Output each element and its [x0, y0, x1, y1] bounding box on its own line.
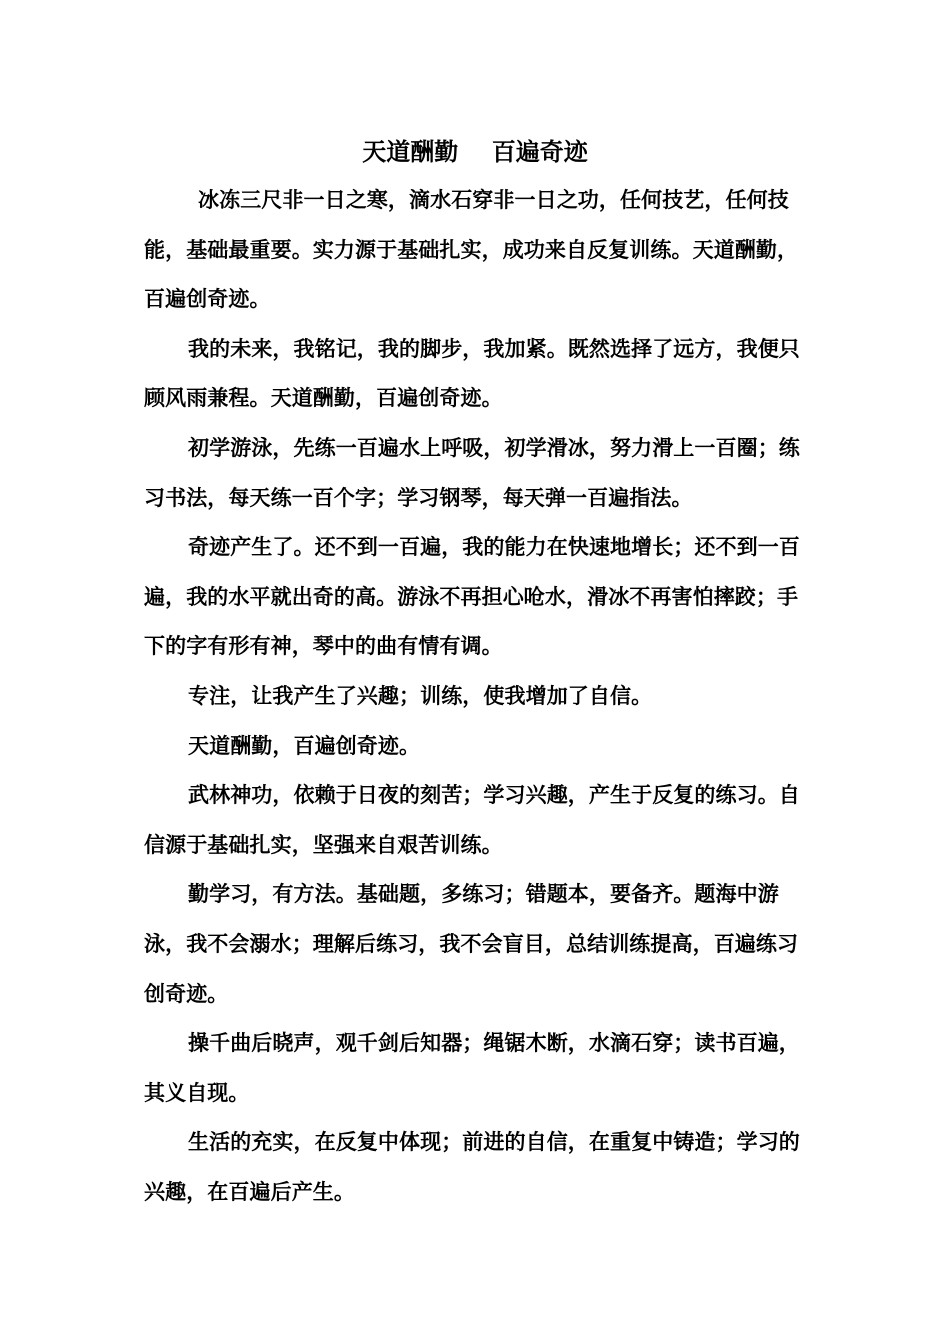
- paragraph: 勤学习，有方法。基础题，多练习；错题本，要备齐。题海中游泳，我不会溺水；理解后练习，我不会盲目，总结训练提高，百遍练习创奇迹。: [144, 882, 799, 1006]
- paragraph: 专注，让我产生了兴趣；训练，使我增加了自信。: [188, 683, 653, 708]
- paragraph: 初学游泳，先练一百遍水上呼吸，初学滑冰，努力滑上一百圈；练习书法，每天练一百个字；学习钢琴，每天弹一百遍指法。: [144, 435, 800, 510]
- paragraph: 操千曲后晓声，观千剑后知器；绳锯木断，水滴石穿；读书百遍，其义自现。: [144, 1031, 800, 1105]
- paragraph: 冰冻三尺非一日之寒，滴水石穿非一日之功，任何技艺，任何技能，基础最重要。实力源于基础扎实，成功来自反复训练。天道酬勤，百遍创奇迹。: [144, 188, 799, 312]
- document-title: 天道酬勤 百遍奇迹: [362, 138, 588, 166]
- paragraph: 奇迹产生了。还不到一百遍，我的能力在快速地增长；还不到一百遍，我的水平就出奇的高。游泳不再担心呛水，滑冰不再害怕摔跤；手下的字有形有神，琴中的曲有情有调。: [144, 535, 800, 659]
- paragraph: 我的未来，我铭记，我的脚步，我加紧。既然选择了远方，我便只顾风雨兼程。天道酬勤，百遍创奇迹。: [144, 336, 800, 411]
- document-body: [144, 176, 812, 1217]
- paragraph: 武林神功，依赖于日夜的刻苦；学习兴趣，产生于反复的练习。自信源于基础扎实，坚强来自艰苦训练。: [144, 783, 800, 857]
- paragraph: 生活的充实，在反复中体现；前进的自信，在重复中铸造；学习的兴趣，在百遍后产生。: [144, 1130, 800, 1204]
- paragraph: 天道酬勤，百遍创奇迹。: [188, 733, 421, 758]
